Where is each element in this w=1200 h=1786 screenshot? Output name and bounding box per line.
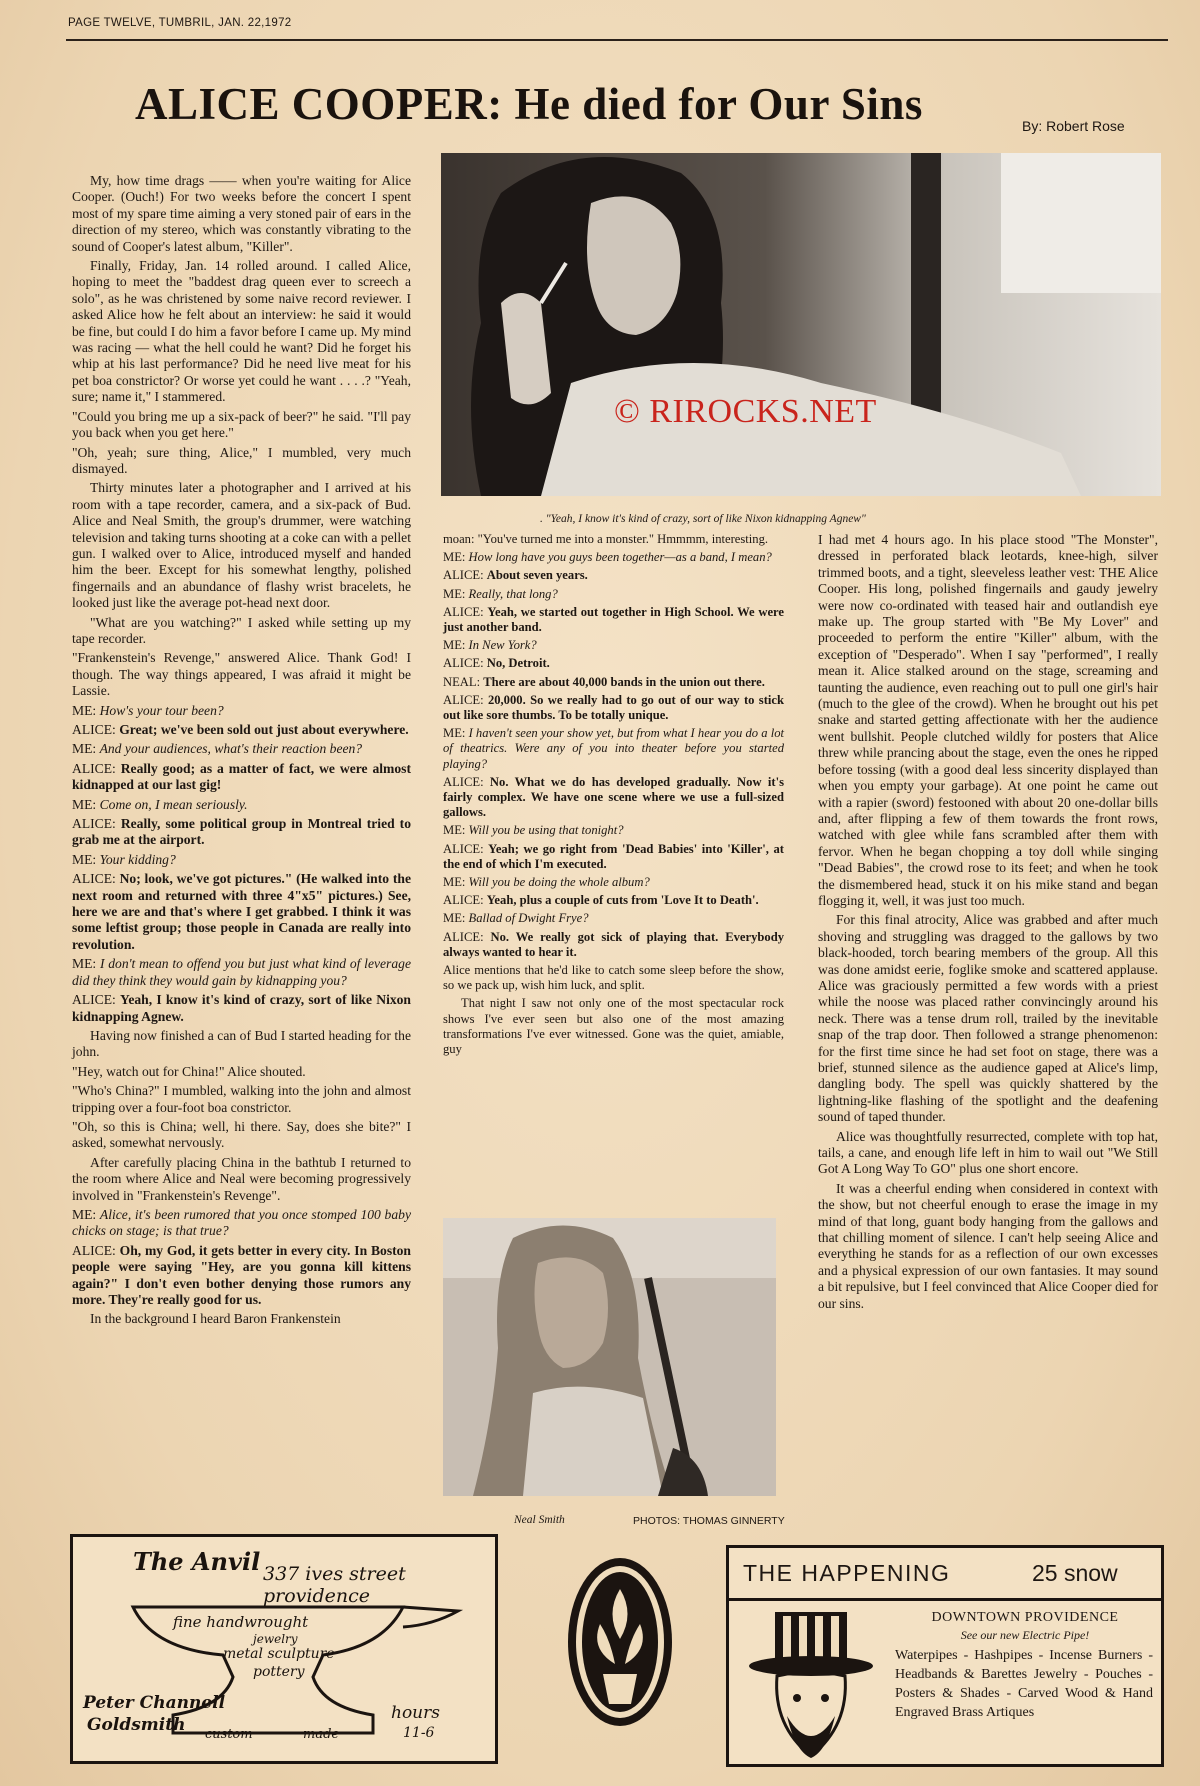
speaker-label: ME:: [72, 741, 100, 757]
paragraph-text: How's your tour been?: [99, 702, 224, 718]
paragraph-text: For this final atrocity, Alice was grabbed and after much shoving and struggling was dragged to the gallows by two black-hooded, torch bearing members of the group. All this was done amidst eerie, foglike smoke and scattered applause. Alice was graciously permitted a few words with a priest while the noose was placed rather convincingly around his neck. There was a tense drum roll, trailed by the inevitable snap of the trap door. Then followed a strange phenomenon: for the first time since he had set foot on stage, there was a brief, stunned silence as the audience gaped at Alice's limp, dangling body. The spell was quickly shattered by the lightning-like flashing of the spotlight and the deafening sound of taped thunder.: [818, 912, 1158, 1125]
speaker-label: ALICE:: [443, 893, 487, 908]
article-paragraph: [72, 797, 411, 813]
speaker-label: ME:: [72, 702, 100, 718]
photo-credit: PHOTOS: THOMAS GINNERTY: [633, 1515, 785, 1527]
paragraph-text: I haven't seen your show yet, but from what I hear you do a lot of theatrics. Were any of you into theater before you started playing?: [443, 726, 784, 771]
paragraph-text: Alice mentions that he'd like to catch some sleep before the show, so we pack up, wish him luck, and split.: [443, 963, 784, 993]
paragraph-text: There are about 40,000 bands in the union out there.: [483, 674, 765, 689]
speaker-label: ME:: [72, 1206, 100, 1222]
paragraph-text: I had met 4 hours ago. In his place stood "The Monster", dressed in perforated black leotards, knee-high, silver trimmed boots, and a tight, sleeveless leather vest: THE Alice Cooper. His long, polished fingernails and gaudy jewelry were now co-ordinated with teased hair and outlandish eye make up. The group started with "Be My Lover" and proceeded to perform the entire "Killer" album, with the exception of "Desperado". When I say "performed", I really mean it. Alice stalked around on the stage, screaming and taunting the audience, even reaching out to pull one girl's hair (much to the glee of the crowd). When he brought out his pet snake and started getting affectionate with her the audience went bullshit. People clutched wildly for posters that Alice threw while prancing about the stage, even the ones he ripped before tossing (with a good deal less sincerity displayed than when you empty your garbage). At one point he came out with a rapier (sword) festooned with about 20 one-dollar bills and, after flipping a few of them towards the front rows, watched with glee while fans scrambled after them with fervor. When he began chopping a toy doll while singing "Dead Babies", the crowd rose to its feet; and when he took the dismembered head, stuck it on his mike stand and began flogging it, well, it was just too much.: [818, 532, 1158, 908]
paragraph-text: Thirty minutes later a photographer and I arrived at his room with a tape recorder, camera, and a six-pack of Bud. Alice and Neal Smith, the group's drummer, were watching television and taking turns shooting at a coke can with a pellet gun. I walked over to Alice, introduced myself and handed him the beer. Except for his somewhat lengthy, polished fingernails and an abundance of flashy wrist bracelets, he looked just like the average pot-head next door.: [72, 480, 411, 611]
article-paragraph: [443, 775, 784, 821]
anvil-line4: pottery: [253, 1664, 305, 1680]
paragraph-text: In the background I heard Baron Frankenstein: [90, 1311, 341, 1327]
speaker-label: ME:: [443, 586, 469, 601]
anvil-hours: 11-6: [403, 1725, 435, 1741]
article-paragraph: [72, 1119, 411, 1152]
neal-caption: Neal Smith: [514, 1514, 565, 1526]
paragraph-text: Will you be using that tonight?: [468, 823, 624, 838]
paragraph-text: Finally, Friday, Jan. 14 rolled around. I called Alice, hoping to meet the "baddest drag queen ever to screech a solo", as he was christened by some naive record reviewer. I asked Alice how he felt about an interview: he said it would be fine, but could I do him a favor before I came up. My mind was racing — what the hell could he want? Did he forget his whip at his last performance? Did he need live meat for his pet boa constrictor? Or worse yet could he want . . . .? "Yeah, sure; name it," I stammered.: [72, 258, 411, 405]
page-header: PAGE TWELVE, TUMBRIL, JAN. 22,1972: [68, 17, 292, 29]
article-paragraph: [443, 605, 784, 635]
watermark: © RIROCKS.NET: [614, 393, 877, 430]
article-paragraph: [72, 409, 411, 442]
paragraph-text: It was a cheerful ending when considered in context with the show, but not cheerful enough to erase the image in my mind of that long, guant body hanging from the gallows and that chilling moment of silence. I can't help seeing Alice and everything he stands for as a reflection of our own excesses and a physical expression of our own fantasies. It may sound a bit repulsive, but I feel convinced that Alice Cooper died for our sins.: [818, 1180, 1158, 1311]
paragraph-text: Yeah; we go right from 'Dead Babies' into 'Killer', at the end of which I'm executed.: [443, 841, 784, 871]
speaker-label: ME:: [443, 823, 469, 838]
article-paragraph: [72, 1311, 411, 1327]
speaker-label: ALICE:: [443, 774, 490, 789]
article-paragraph: [72, 703, 411, 719]
paragraph-text: Really, some political group in Montreal tried to grab me at the airport.: [72, 816, 411, 848]
happening-sub: See our new Electric Pipe!: [960, 1628, 1090, 1642]
paragraph-text: In New York?: [468, 638, 537, 653]
happening-city: DOWNTOWN PROVIDENCE: [931, 1610, 1119, 1625]
paragraph-text: "Who's China?" I mumbled, walking into the john and almost tripping over a four-foot boa constrictor.: [72, 1083, 411, 1115]
paragraph-text: Yeah, we started out together in High School. We were just another band.: [443, 604, 784, 635]
article-paragraph: [818, 1181, 1158, 1312]
paragraph-text: That night I saw not only one of the most spectacular rock shows I've ever seen but also one of the most amazing transformations I've ever witnessed. Gone was the quiet, amiable, guy: [443, 996, 784, 1057]
paragraph-text: Having now finished a can of Bud I started heading for the john.: [72, 1027, 411, 1060]
anvil-line2: jewelry: [253, 1632, 298, 1646]
speaker-label: ALICE:: [72, 760, 121, 776]
article-column-3: [818, 532, 1158, 1315]
article-paragraph: [72, 816, 411, 849]
article-paragraph: [72, 722, 411, 738]
article-paragraph: [72, 761, 411, 794]
article-paragraph: [443, 726, 784, 772]
speaker-label: ME:: [443, 911, 469, 926]
anvil-address: 337 ives street providence: [263, 1563, 406, 1607]
speaker-label: ME:: [443, 875, 469, 890]
paragraph-text: Oh, my God, it gets better in every city. In Boston people were saying "Hey, are you gonna kill kittens again?" I don't even bother denying those rumors any more. They're really good for us.: [72, 1242, 411, 1307]
paragraph-text: And your audiences, what's their reaction been?: [99, 741, 363, 757]
paragraph-text: About seven years.: [486, 568, 588, 583]
anvil-line1: fine handwrought: [173, 1613, 309, 1631]
speaker-label: ME:: [443, 638, 469, 653]
anvil-line3: metal sculpture: [223, 1646, 335, 1662]
article-paragraph: [443, 587, 784, 602]
happening-items: Waterpipes - Hashpipes - Incense Burners - Headbands & Barettes Jewelry - Pouches - Posters & Shades - Carved Wood & Hand Engraved Brass Artiques: [895, 1648, 1153, 1720]
article-paragraph: [818, 1129, 1158, 1178]
paragraph-text: Really, that long?: [468, 586, 558, 601]
paragraph-text: After carefully placing China in the bathtub I returned to the room where Alice and Neal were becoming progressively involved in "Frankenstein's Revenge".: [72, 1154, 411, 1203]
speaker-label: NEAL:: [443, 674, 484, 689]
paragraph-text: Great; we've been sold out just about everywhere.: [119, 722, 409, 737]
article-paragraph: [443, 911, 784, 926]
happening-address: 25 snow: [1032, 1560, 1118, 1586]
paragraph-text: No. We really got sick of playing that. Everybody always wanted to hear it.: [443, 929, 784, 959]
article-paragraph: [443, 532, 784, 547]
article-column-2: [443, 532, 784, 1060]
article-paragraph: [72, 445, 411, 478]
paragraph-text: Will you be doing the whole album?: [468, 875, 650, 890]
article-paragraph: [72, 1155, 411, 1204]
happening-advertisement: [726, 1545, 1164, 1767]
paragraph-text: moan: "You've turned me into a monster." Hmmmm, interesting.: [443, 532, 769, 546]
article-headline: ALICE COOPER: He died for Our Sins: [135, 79, 923, 129]
article-paragraph: [72, 1243, 411, 1309]
speaker-label: ALICE:: [72, 992, 121, 1008]
header-rule: [66, 39, 1168, 41]
speaker-label: ALICE:: [443, 656, 487, 671]
article-paragraph: [72, 1028, 411, 1061]
speaker-label: ALICE:: [443, 568, 487, 583]
anvil-tag-custom: custom: [205, 1727, 253, 1742]
article-paragraph: [72, 956, 411, 989]
speaker-label: ME:: [443, 550, 469, 565]
paragraph-text: Your kidding?: [99, 851, 176, 867]
anvil-tag-made: made: [303, 1727, 340, 1742]
speaker-label: ME:: [443, 726, 469, 741]
paragraph-text: Ballad of Dwight Frye?: [468, 911, 589, 926]
uncle-sam-icon: [737, 1606, 885, 1762]
speaker-label: ALICE:: [443, 604, 488, 619]
article-paragraph: [72, 741, 411, 757]
article-paragraph: [72, 992, 411, 1025]
paragraph-text: "Could you bring me up a six-pack of beer?" he said. "I'll pay you back when you get here.": [72, 408, 411, 441]
speaker-label: ALICE:: [443, 929, 491, 944]
paragraph-text: Alice, it's been rumored that you once stomped 100 baby chicks on stage; is that true?: [72, 1206, 411, 1239]
article-paragraph: [72, 650, 411, 699]
paragraph-text: "Hey, watch out for China!" Alice shouted.: [72, 1063, 306, 1079]
speaker-label: ALICE:: [72, 1242, 120, 1258]
paragraph-text: I don't mean to offend you but just what kind of leverage did they think they would gain by kidnapping you?: [72, 956, 411, 988]
article-paragraph: [72, 173, 411, 255]
alice-cooper-photo: [441, 153, 1161, 496]
emblem-icon: [565, 1554, 675, 1729]
article-paragraph: [443, 550, 784, 565]
paragraph-text: 20,000. So we really had to go out of our way to stick out like sore thumbs. To be totally unique.: [443, 692, 784, 723]
paragraph-text: Yeah, I know it's kind of crazy, sort of like Nixon kidnapping Agnew.: [72, 992, 411, 1024]
article-paragraph: [72, 1064, 411, 1080]
paragraph-text: "Oh, yeah; sure thing, Alice," I mumbled, very much dismayed.: [72, 444, 411, 476]
article-paragraph: [72, 615, 411, 648]
speaker-label: ALICE:: [72, 722, 120, 737]
article-paragraph: [443, 842, 784, 872]
article-paragraph: [443, 875, 784, 890]
paragraph-text: "Frankenstein's Revenge," answered Alice. Thank God! I though. The way things appeared, I was afraid it might be Lassie.: [72, 650, 411, 699]
article-paragraph: [443, 638, 784, 653]
speaker-label: ME:: [72, 956, 100, 972]
neal-smith-photo: [443, 1218, 776, 1496]
paragraph-text: Really good; as a matter of fact, we were almost kidnapped at our last gig!: [72, 760, 411, 793]
paragraph-text: How long have you guys been together—as a band, I mean?: [468, 550, 772, 565]
article-paragraph: [443, 996, 784, 1057]
anvil-name: The Anvil: [133, 1547, 261, 1576]
paragraph-text: Yeah, plus a couple of cuts from 'Love It to Death'.: [486, 893, 759, 908]
happening-title: THE HAPPENING: [743, 1560, 951, 1586]
article-paragraph: [818, 912, 1158, 1125]
speaker-label: ME:: [72, 796, 100, 812]
paragraph-text: No. What we do has developed gradually. Now it's fairly complex. We have one scene where we use a full-sized gallows.: [443, 774, 784, 820]
article-paragraph: [443, 675, 784, 690]
paragraph-text: Alice was thoughtfully resurrected, complete with top hat, tails, a cane, and enough life left in him to wail out "We Still Got A Long Way To GO" plus one short encore.: [818, 1128, 1158, 1177]
article-paragraph: [72, 1083, 411, 1116]
paragraph-text: "What are you watching?" I asked while setting up my tape recorder.: [72, 614, 411, 646]
article-paragraph: [72, 1207, 411, 1240]
anvil-hours-label: hours: [391, 1703, 440, 1723]
speaker-label: ALICE:: [443, 841, 489, 856]
article-paragraph: [818, 532, 1158, 909]
article-paragraph: [72, 871, 411, 953]
speaker-label: ALICE:: [72, 871, 120, 887]
article-paragraph: [443, 656, 784, 671]
paragraph-text: Come on, I mean seriously.: [99, 796, 248, 812]
byline: By: Robert Rose: [1022, 118, 1125, 134]
article-paragraph: [443, 823, 784, 838]
article-paragraph: [443, 693, 784, 723]
speaker-label: ALICE:: [72, 816, 121, 832]
article-paragraph: [443, 963, 784, 993]
article-paragraph: [72, 480, 411, 611]
paragraph-text: My, how time drags —— when you're waiting for Alice Cooper. (Ouch!) For two weeks before the concert I spent most of my spare time aiming a very stoned pair of ears in the direction of my stereo, which was constantly vibrating to the sound of Cooper's latest album, "Killer".: [72, 173, 411, 254]
paragraph-text: No; look, we've got pictures." (He walked into the next room and returned with three 4"x5" pictures.) See, here we are and that's where I get grabbed. I think it was some leftist group; those people in Canada are really into revolution.: [72, 871, 411, 952]
article-paragraph: [443, 893, 784, 908]
article-paragraph: [72, 258, 411, 406]
article-paragraph: [443, 930, 784, 960]
speaker-label: ALICE:: [443, 692, 488, 707]
paragraph-text: "Oh, so this is China; well, hi there. Say, does she bite?" I asked, somewhat nervously.: [72, 1118, 411, 1151]
anvil-advertisement: [70, 1534, 498, 1764]
photo-caption: . "Yeah, I know it's kind of crazy, sort of like Nixon kidnapping Agnew": [540, 513, 866, 525]
article-paragraph: [72, 852, 411, 868]
anvil-title: Goldsmith: [87, 1715, 186, 1735]
article-column-1: [72, 173, 411, 1331]
anvil-owner: Peter Channell: [83, 1693, 226, 1713]
article-paragraph: [443, 568, 784, 583]
speaker-label: ME:: [72, 851, 100, 867]
paragraph-text: No, Detroit.: [486, 656, 550, 671]
